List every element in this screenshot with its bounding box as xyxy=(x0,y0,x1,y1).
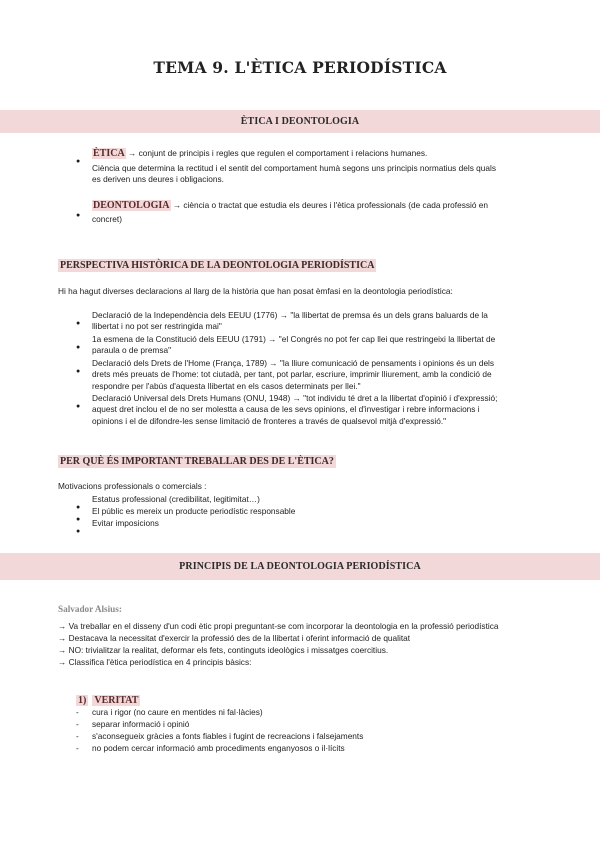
bullet-dot-icon: ● xyxy=(76,158,81,165)
bullet-dot-icon: ● xyxy=(76,528,81,535)
principle-number: 1) xyxy=(78,695,87,706)
list-item: El públic es mereix un producte periodístic responsable xyxy=(92,506,296,516)
section-heading-perspectiva: PERSPECTIVA HISTÒRICA DE LA DEONTOLOGIA PERIODÍSTICA xyxy=(60,260,375,271)
arrow-line: → Va treballar en el disseny d'un codi ètic propi preguntant-se com incorporar la deontologia en la professió periodística xyxy=(58,621,499,631)
arrow-line: → Classifica l'ètica periodística en 4 principis bàsics: xyxy=(58,657,252,667)
term-etica: ÈTICA xyxy=(93,148,125,159)
list-item: 1a esmena de la Constitució dels EEUU (1791) → "el Congrés no pot fer cap llei que restringeixi la llibertat de paraula o de premsa" xyxy=(92,334,496,356)
perspectiva-intro: Hi ha hagut diverses declaracions al llarg de la història que han posat èmfasi en la deontologia periodística: xyxy=(58,286,453,296)
arrow-line: → NO: trivialitzar la realitat, deformar els fets, continguts ideològics i missatges coercitius. xyxy=(58,645,389,655)
bullet-dot-icon: ● xyxy=(76,212,81,219)
dash-icon: - xyxy=(76,743,79,753)
definition-etica: → conjunt de principis i regles que regulen el comportament i relacions humanes. xyxy=(128,148,428,158)
definition-item-etica xyxy=(92,148,562,159)
term-deontologia: DEONTOLOGIA xyxy=(93,200,170,211)
bullet-dot-icon: ● xyxy=(76,368,81,375)
section-heading-principis: PRINCIPIS DE LA DEONTOLOGIA PERIODÍSTICA xyxy=(179,561,421,572)
dash-icon: - xyxy=(76,731,79,741)
definition-deontologia: → ciència o tractat que estudia els deures i l'ètica professionals (de cada professió en xyxy=(172,200,489,210)
definition-deontologia-continued: concret) xyxy=(92,214,122,224)
list-item: Evitar imposicions xyxy=(92,518,159,528)
principle-heading xyxy=(76,690,140,708)
dash-icon: - xyxy=(76,719,79,729)
list-item: cura i rigor (no caure en mentides ni fal·làcies) xyxy=(92,707,263,717)
list-item: no podem cercar informació amb procediments enganyosos o il·lícits xyxy=(92,743,345,753)
list-item: Declaració Universal dels Drets Humans (ONU, 1948) → "tot individu té dret a la llibertat d'opinió i d'expressió; aquest dret inclou el de no ser molestta a causa de les sevs opinions, el d'investigar i rebre informacions i opinions i el de difondre-les sense limitació de fronteres a través de qualsevol mitjà d'expressió." xyxy=(92,393,498,426)
bullet-dot-icon: ● xyxy=(76,516,81,523)
principle-name: VERITAT xyxy=(94,695,139,706)
section-heading-per-que: PER QUÈ ÉS IMPORTANT TREBALLAR DES DE L'ÈTICA? xyxy=(60,456,334,467)
definition-etica-continued: Ciència que determina la rectitud i el sentit del comportament humà segons uns principis normatius dels quals xyxy=(92,163,496,173)
list-item: s'aconsegueix gràcies a fonts fiables i fugint de recreacions i falsejaments xyxy=(92,731,364,741)
list-item: Declaració dels Drets de l'Home (França, 1789) → "la lliure comunicació de pensaments i opinions és un dels drets més preuats de l'home: tot ciutadà, per tant, pot parlar, escriure, imprimir lliurement, amb la condició de respondre per l'abús d'aquesta llibertat en els casos determinats per llei." xyxy=(92,358,495,391)
bullet-dot-icon: ● xyxy=(76,403,81,410)
bullet-dot-icon: ● xyxy=(76,320,81,327)
list-item: Declaració de la Independència dels EEUU (1776) → "la llibertat de premsa és un dels grans baluards de la llibertat i no pot ser restringida mai" xyxy=(92,310,488,332)
dash-icon: - xyxy=(76,707,79,717)
arrow-line: → Destacava la necessitat d'exercir la professió des de la llibertat i oferint informació de qualitat xyxy=(58,633,411,643)
definition-etica-continued: es deriven uns deures i obligacions. xyxy=(92,174,224,184)
author-name: Salvador Alsius: xyxy=(58,604,122,614)
list-item: separar informació i opinió xyxy=(92,719,190,729)
bullet-dot-icon: ● xyxy=(76,504,81,511)
per-que-intro: Motivacions professionals o comercials : xyxy=(58,481,207,491)
bullet-dot-icon: ● xyxy=(76,344,81,351)
definition-item-deontologia xyxy=(92,200,572,211)
section-band-etica xyxy=(0,110,600,133)
section-heading-etica: ÈTICA I DEONTOLOGIA xyxy=(240,116,360,127)
list-item: Estatus professional (credibilitat, legitimitat…) xyxy=(92,494,260,504)
section-band-principis xyxy=(0,553,600,580)
page-title: TEMA 9. L'ÈTICA PERIODÍSTICA xyxy=(153,58,447,77)
